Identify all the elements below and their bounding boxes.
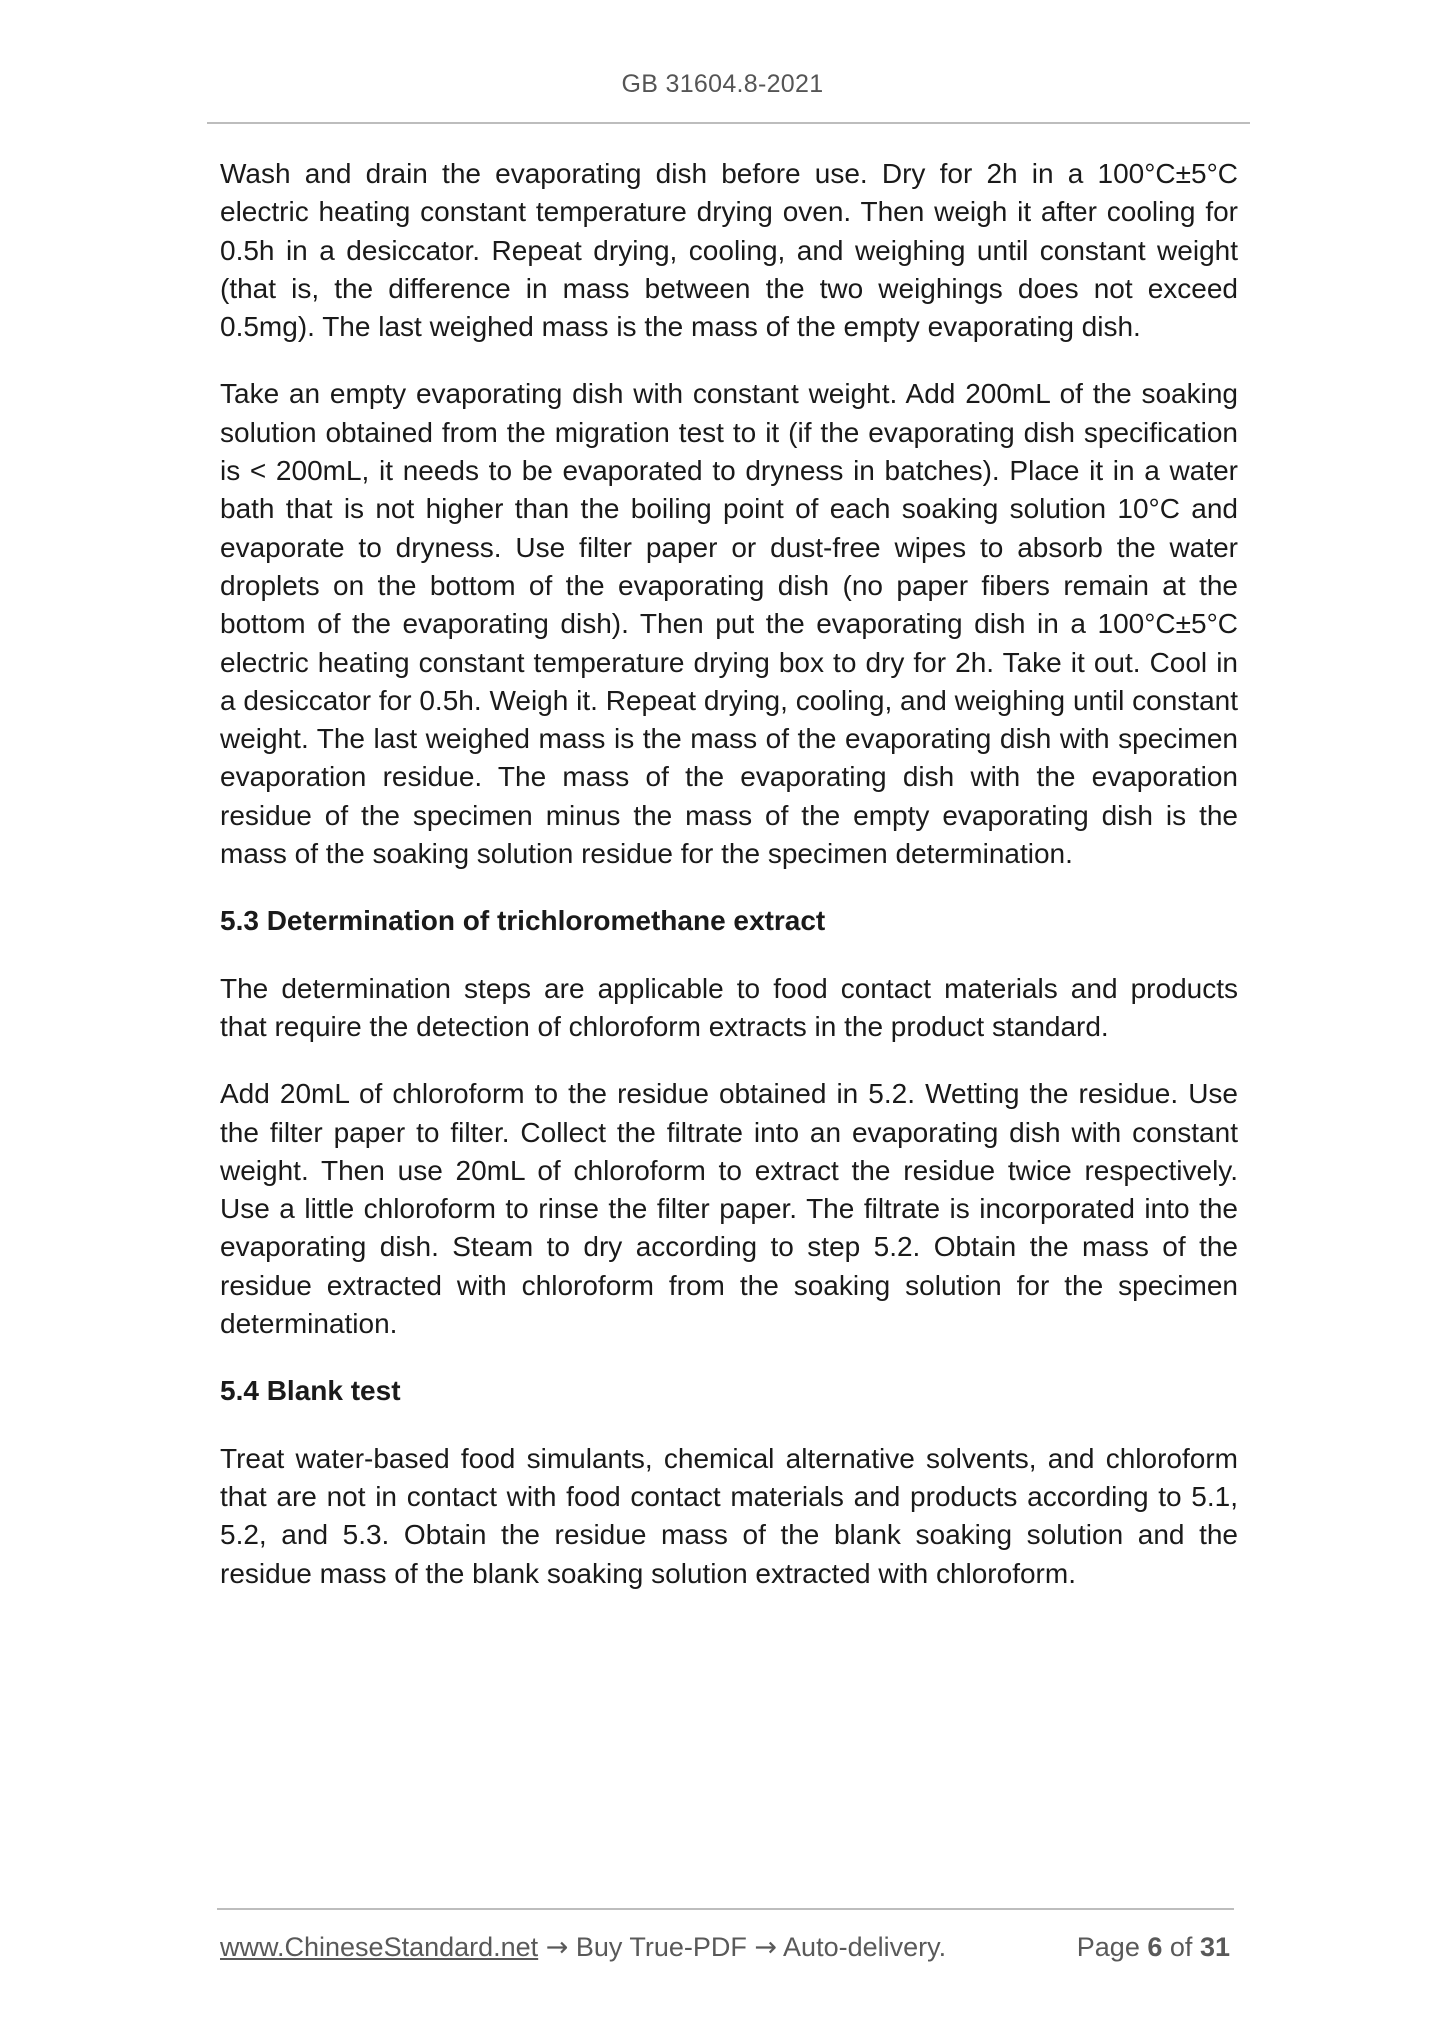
buy-true-pdf-text: Buy True-PDF <box>575 1932 747 1962</box>
section-heading-5-4: 5.4 Blank test <box>220 1375 401 1407</box>
paragraph-soaking-solution-residue: Take an empty evaporating dish with constant weight. Add 200mL of the soaking solution obtained from the migration test to it (if the evaporating dish specification is < 200mL, it needs to be evaporated to dryness in batches). Place it in a water bath that is not higher than the boiling point of each soaking solution 10°C and evaporate to dryness. Use filter paper or dust-free wipes to absorb the water droplets on the bottom of the evaporating dish (no paper fibers remain at the bottom of the evaporating dish). Then put the evaporating dish in a 100°C±5°C electric heating constant temperature drying box to dry for 2h. Take it out. Cool in a desiccator for 0.5h. Weigh it. Repeat drying, cooling, and weighing until constant weight. The last weighed mass is the mass of the evaporating dish with specimen evaporation residue. The mass of the evaporating dish with the evaporation residue of the specimen minus the mass of the empty evaporating dish is the mass of the soaking solution residue for the specimen determination. <box>220 378 1238 870</box>
page-of-label: of <box>1169 1932 1193 1962</box>
website-link[interactable]: www.ChineseStandard.net <box>220 1932 539 1962</box>
page-number <box>1077 1930 1230 1964</box>
page-current: 6 <box>1147 1932 1163 1962</box>
auto-delivery-text: Auto-delivery. <box>783 1932 947 1962</box>
page-total: 31 <box>1199 1932 1230 1962</box>
document-body <box>220 155 1238 1622</box>
section-heading-5-3: 5.3 Determination of trichloromethane extract <box>220 905 826 937</box>
paragraph-chloroform-extraction: Add 20mL of chloroform to the residue obtained in 5.2. Wetting the residue. Use the filter paper to filter. Collect the filtrate into an evaporating dish with constant weight. Then use 20mL of chloroform to extract the residue twice respectively. Use a little chloroform to rinse the filter paper. The filtrate is incorporated into the evaporating dish. Steam to dry according to step 5.2. Obtain the mass of the residue extracted with chloroform from the soaking solution for the specimen determination. <box>220 1078 1238 1340</box>
footer-promo <box>220 1930 946 1965</box>
paragraph-blank-test: Treat water-based food simulants, chemical alternative solvents, and chloroform that are not in contact with food contact materials and products according to 5.1, 5.2, and 5.3. Obtain the residue mass of the blank soaking solution and the residue mass of the blank soaking solution extracted with chloroform. <box>220 1442 1238 1589</box>
document-header-title: GB 31604.8-2021 <box>621 70 824 98</box>
arrow-right-icon: → <box>545 1932 569 1963</box>
paragraph-applicability: The determination steps are applicable to food contact materials and products that require the detection of chloroform extracts in the product standard. <box>220 972 1238 1042</box>
arrow-right-icon: → <box>754 1932 778 1963</box>
header-divider <box>207 122 1250 124</box>
paragraph-empty-dish-weighing: Wash and drain the evaporating dish before use. Dry for 2h in a 100°C±5°C electric heating constant temperature drying oven. Then weigh it after cooling for 0.5h in a desiccator. Repeat drying, cooling, and weighing until constant weight (that is, the difference in mass between the two weighings does not exceed 0.5mg). The last weighed mass is the mass of the empty evaporating dish. <box>220 158 1238 343</box>
page-label: Page <box>1076 1932 1140 1962</box>
footer-divider <box>217 1908 1234 1910</box>
